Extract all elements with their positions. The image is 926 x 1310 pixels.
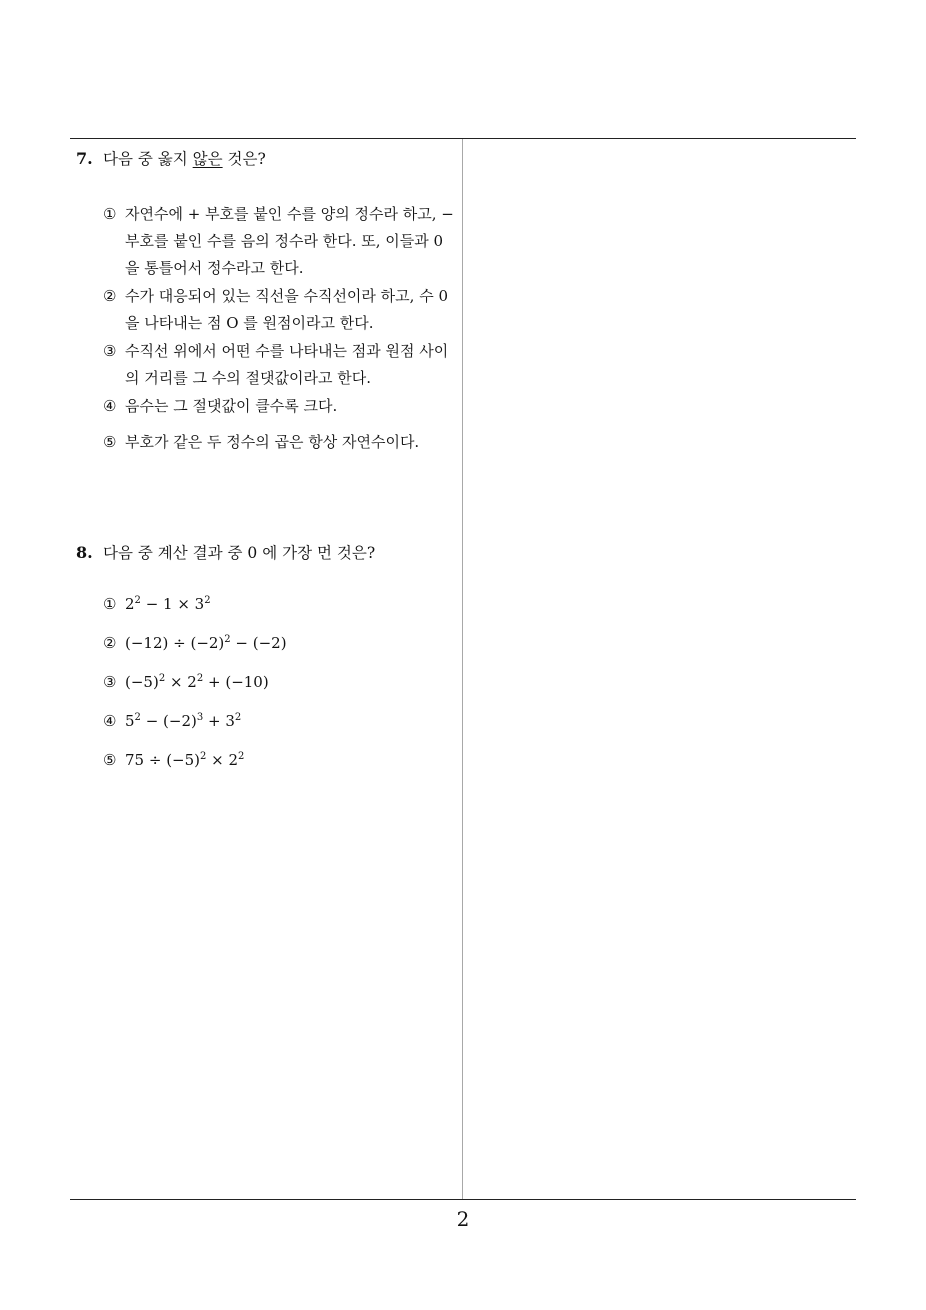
- question-number: 8.: [76, 543, 93, 562]
- choice-mark: ②: [103, 287, 117, 305]
- question-7-header: [76, 148, 456, 170]
- math-expression: [125, 747, 456, 774]
- choice-mark: ④: [103, 712, 117, 730]
- math-expression: [125, 669, 456, 696]
- column-divider: [462, 139, 463, 1199]
- choice-mark: ③: [103, 342, 117, 360]
- question-text-part: 다음 중 옳지: [103, 150, 193, 168]
- underlined-word: 않은: [192, 150, 223, 168]
- math-part: × 2: [165, 673, 197, 691]
- exponent: 2: [204, 595, 211, 606]
- choice-2[interactable]: [76, 283, 456, 337]
- choice-text: 수직선 위에서 어떤 수를 나타내는 점과 원점 사이의 거리를 그 수의 절댓값이라고 한다.: [125, 342, 449, 387]
- choice-4[interactable]: [76, 708, 456, 735]
- page-number: 2: [456, 1207, 470, 1231]
- question-number: 7.: [76, 149, 93, 168]
- exponent: 2: [234, 712, 242, 723]
- math-part: 75 ÷ (−5): [125, 751, 201, 769]
- math-part: − 1 × 3: [140, 595, 205, 613]
- math-part: + (−10): [203, 673, 269, 691]
- exponent: 2: [134, 595, 141, 606]
- question-8-header: [76, 542, 456, 564]
- exponent: 2: [238, 751, 245, 762]
- question-7: [76, 148, 456, 456]
- exponent: 3: [196, 712, 204, 723]
- exponent: 2: [158, 673, 166, 684]
- question-text-part: 것은?: [222, 150, 266, 168]
- choice-mark: ①: [103, 595, 117, 613]
- choice-text: 자연수에 + 부호를 붙인 수를 양의 정수라 하고, − 부호를 붙인 수를 음의 정수라 한다. 또, 이들과 0 을 통틀어서 정수라고 한다.: [125, 205, 454, 277]
- choice-list: [76, 201, 456, 456]
- math-part: (−5): [125, 673, 159, 691]
- math-part: − (−2): [140, 712, 197, 730]
- math-part: − (−2): [230, 634, 287, 652]
- math-part: × 2: [206, 751, 239, 769]
- math-expression: [125, 630, 456, 657]
- question-8: [76, 542, 456, 786]
- choice-mark: ③: [103, 673, 117, 691]
- choice-text: 부호가 같은 두 정수의 곱은 항상 자연수이다.: [125, 433, 420, 451]
- choice-mark: ②: [103, 634, 117, 652]
- question-text: [103, 148, 266, 170]
- math-part: + 3: [203, 712, 235, 730]
- choice-mark: ⑤: [103, 433, 117, 451]
- math-part: (−12) ÷ (−2): [125, 634, 225, 652]
- math-part: 5: [125, 712, 135, 730]
- math-expression: [125, 591, 456, 618]
- top-rule: [70, 138, 856, 139]
- exponent: 2: [200, 751, 207, 762]
- choice-list: [76, 591, 456, 774]
- choice-mark: ⑤: [103, 751, 117, 769]
- choice-4[interactable]: [76, 393, 456, 420]
- math-part: 2: [125, 595, 135, 613]
- bottom-rule: [70, 1199, 856, 1200]
- choice-5[interactable]: [76, 429, 456, 456]
- choice-2[interactable]: [76, 630, 456, 657]
- choice-mark: ④: [103, 397, 117, 415]
- choice-3[interactable]: [76, 669, 456, 696]
- choice-1[interactable]: [76, 201, 456, 282]
- question-text: 다음 중 계산 결과 중 0 에 가장 먼 것은?: [103, 544, 376, 562]
- choice-5[interactable]: [76, 747, 456, 774]
- choice-3[interactable]: [76, 338, 456, 392]
- exponent: 2: [196, 673, 204, 684]
- choice-1[interactable]: [76, 591, 456, 618]
- exponent: 2: [224, 634, 231, 645]
- choice-mark: ①: [103, 205, 117, 223]
- math-expression: [125, 708, 456, 735]
- exponent: 2: [134, 712, 141, 723]
- choice-text: 수가 대응되어 있는 직선을 수직선이라 하고, 수 0 을 나타내는 점 O 를 원점이라고 한다.: [125, 287, 448, 332]
- choice-text: 음수는 그 절댓값이 클수록 크다.: [125, 397, 338, 415]
